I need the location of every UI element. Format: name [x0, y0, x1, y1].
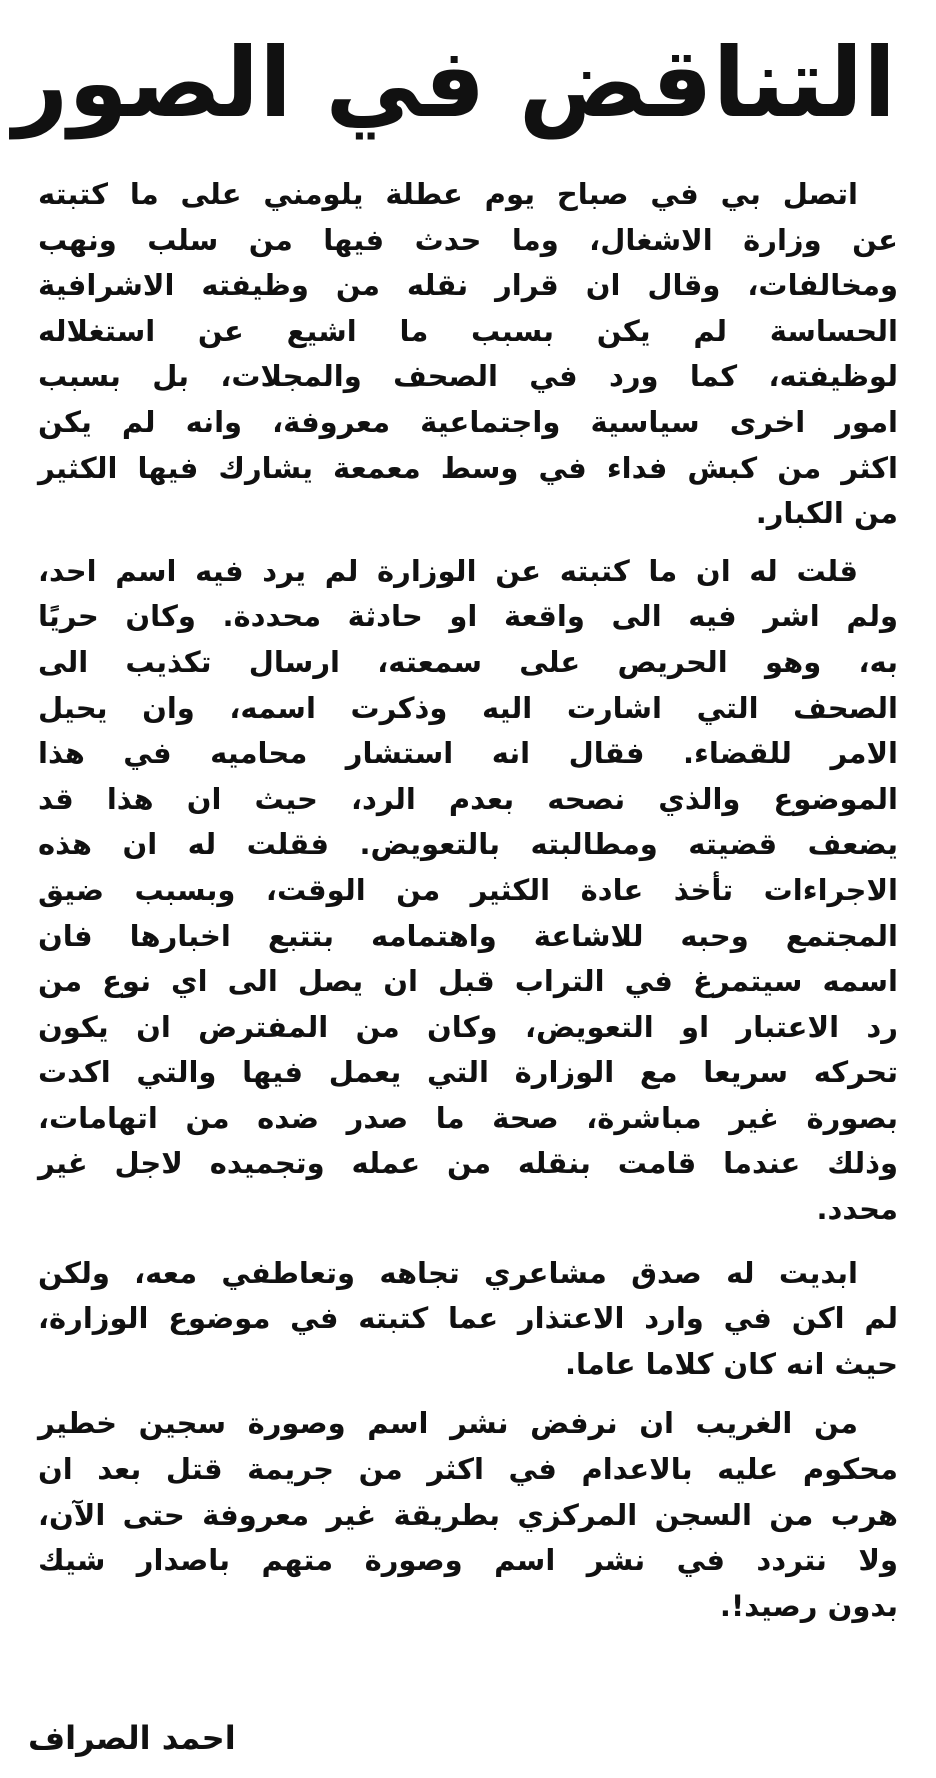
- text-line: اسمه سيتمرغ في التراب قبل ان يصل الى اي نوع من: [38, 964, 898, 999]
- text-line: لم اكن في وارد الاعتذار عما كتبته في موضوع الوزارة،: [38, 1301, 898, 1336]
- text-line: الصحف التي اشارت اليه وذكرت اسمه، وان يحيل: [38, 690, 898, 725]
- author-name: احمد الصراف: [28, 1719, 236, 1757]
- article-paragraph-1: [38, 172, 898, 537]
- article-paragraph-2: [38, 549, 898, 1233]
- article-body: [38, 172, 898, 1629]
- text-line: امور اخرى سياسية واجتماعية معروفة، وانه لم يكن: [38, 404, 898, 439]
- article-paragraph-4: [38, 1401, 898, 1629]
- text-line: قلت له ان ما كتبته عن الوزارة لم يرد فيه اسم احد،: [38, 553, 858, 588]
- text-line: يضعف قضيته ومطالبته بالتعويض. فقلت له ان هذه: [38, 827, 898, 862]
- text-line: عن وزارة الاشغال، وما حدث فيها من سلب ونهب: [38, 222, 898, 257]
- text-line: وذلك عندما قامت بنقله من عمله وتجميده لاجل غير: [38, 1146, 898, 1181]
- text-line: اتصل بي في صباح يوم عطلة يلومني على ما كتبته: [38, 177, 858, 211]
- text-line: الامر للقضاء. فقال انه استشار محاميه في هذا: [38, 736, 898, 771]
- text-line: محكوم عليه بالاعدام في اكثر من جريمة قتل بعد ان: [38, 1452, 898, 1487]
- text-line: ولا نتردد في نشر اسم وصورة متهم باصدار شيك: [38, 1543, 898, 1578]
- text-line: رد الاعتبار او التعويض، وكان من المفترض ان يكون: [38, 1009, 898, 1044]
- text-line: من الكبار.: [755, 496, 898, 531]
- text-line: به، وهو الحريص على سمعته، ارسال تكذيب الى: [38, 644, 898, 679]
- text-line: ابديت له صدق مشاعري تجاهه وتعاطفي معه، ولكن: [38, 1255, 858, 1290]
- article-title: التناقض في الصور: [12, 27, 896, 139]
- text-line: الاجراءات تأخذ عادة الكثير من الوقت، وبسبب ضيق: [38, 872, 898, 907]
- text-line: لوظيفته، كما ورد في الصحف والمجلات، بل بسبب: [38, 359, 898, 394]
- text-line: من الغريب ان نرفض نشر اسم وصورة سجين خطير: [38, 1406, 858, 1441]
- text-line: الحساسة لم يكن بسبب ما اشيع عن استغلاله: [38, 313, 898, 348]
- text-line: هرب من السجن المركزي بطريقة غير معروفة حتى الآن،: [38, 1497, 898, 1532]
- text-line: محدد.: [816, 1192, 898, 1227]
- text-line: بدون رصيد!.: [719, 1588, 898, 1623]
- text-line: اكثر من كبش فداء في وسط معمعة يشارك فيها الكثير: [38, 450, 898, 485]
- text-line: حيث انه كان كلاما عاما.: [564, 1346, 898, 1381]
- text-line: الموضوع والذي نصحه بعدم الرد، حيث ان هذا قد: [38, 781, 898, 816]
- text-line: ومخالفات، وقال ان قرار نقله من وظيفته الاشرافية: [38, 268, 898, 303]
- text-line: بصورة غير مباشرة، صحة ما صدر ضده من اتهامات،: [38, 1100, 898, 1135]
- article-paragraph-3: [38, 1251, 898, 1388]
- text-line: ولم اشر فيه الى واقعة او حادثة محددة. وكان حريًا: [38, 599, 898, 634]
- text-line: المجتمع وحبه للاشاعة واهتمامه بتتبع اخبارها فان: [38, 918, 898, 953]
- text-line: تحركه سريعا مع الوزارة التي يعمل فيها والتي اكدت: [38, 1055, 898, 1090]
